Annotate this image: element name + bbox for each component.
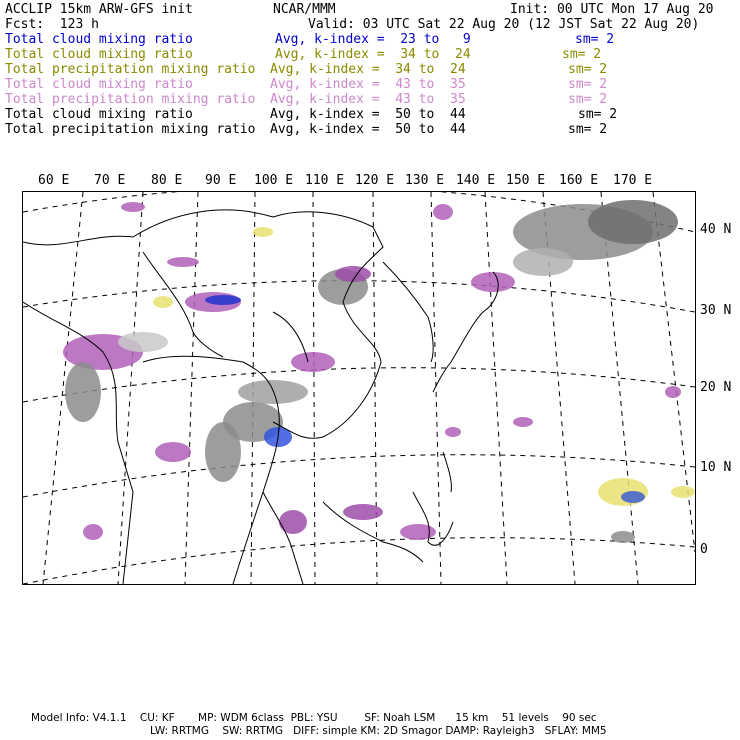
cloud-patch bbox=[153, 296, 173, 308]
cloud-patch bbox=[671, 486, 695, 498]
cloud-patch bbox=[291, 352, 335, 372]
field-name: Total cloud mixing ratio bbox=[5, 47, 193, 62]
field-smoothing: sm= 2 bbox=[575, 32, 615, 47]
latitude-label: 40 N bbox=[700, 222, 732, 237]
field-smoothing: sm= 2 bbox=[568, 62, 608, 77]
longitude-label: 60 E bbox=[38, 173, 70, 188]
field-smoothing: sm= 2 bbox=[568, 77, 608, 92]
cloud-patch bbox=[118, 332, 168, 352]
field-avg: Avg, k-index = 34 to 24 bbox=[275, 47, 471, 62]
model-title: ACCLIP 15km ARW-GFS init bbox=[5, 2, 193, 17]
model-info-line1: Model Info: V4.1.1 CU: KF MP: WDM 6class PBL: YSU SF: Noah LSM 15 km 51 levels 90 sec bbox=[31, 712, 597, 724]
field-avg: Avg, k-index = 43 to 35 bbox=[270, 77, 466, 92]
longitude-label: 150 E bbox=[506, 173, 546, 188]
map-canvas bbox=[23, 192, 695, 584]
cloud-patch bbox=[205, 295, 241, 305]
valid-time: Valid: 03 UTC Sat 22 Aug 20 (12 JST Sat 22 Aug 20) bbox=[308, 17, 700, 32]
cloud-patch bbox=[65, 362, 101, 422]
latitude-label: 20 N bbox=[700, 380, 732, 395]
cloud-patch bbox=[167, 257, 199, 267]
longitude-label: 90 E bbox=[205, 173, 237, 188]
cloud-patch bbox=[238, 380, 308, 404]
cloud-patch bbox=[121, 202, 145, 212]
field-avg: Avg, k-index = 43 to 35 bbox=[270, 92, 466, 107]
field-avg: Avg, k-index = 34 to 24 bbox=[270, 62, 466, 77]
field-name: Total cloud mixing ratio bbox=[5, 77, 193, 92]
latitude-label: 30 N bbox=[700, 303, 732, 318]
cloud-patch bbox=[471, 272, 515, 292]
longitude-label: 160 E bbox=[559, 173, 599, 188]
longitude-label: 120 E bbox=[355, 173, 395, 188]
longitude-label: 170 E bbox=[613, 173, 653, 188]
longitude-label: 110 E bbox=[305, 173, 345, 188]
cloud-patch bbox=[253, 227, 273, 237]
longitude-label: 100 E bbox=[254, 173, 294, 188]
cloud-patch bbox=[598, 478, 648, 506]
map-panel bbox=[22, 191, 696, 585]
cloud-patch bbox=[205, 422, 241, 482]
latitude-label: 0 bbox=[700, 542, 708, 557]
cloud-patch bbox=[155, 442, 191, 462]
cloud-patch bbox=[445, 427, 461, 437]
field-name: Total cloud mixing ratio bbox=[5, 32, 193, 47]
init-time: Init: 00 UTC Mon 17 Aug 20 bbox=[510, 2, 714, 17]
field-name: Total precipitation mixing ratio bbox=[5, 122, 256, 137]
cloud-patch bbox=[343, 504, 383, 520]
cloud-patch bbox=[279, 510, 307, 534]
cloud-patch bbox=[513, 248, 573, 276]
field-smoothing: sm= 2 bbox=[578, 107, 618, 122]
model-info-line2: LW: RRTMG SW: RRTMG DIFF: simple KM: 2D Smagor DAMP: Rayleigh3 SFLAY: MM5 bbox=[150, 725, 607, 737]
cloud-patch bbox=[621, 491, 645, 503]
longitude-label: 80 E bbox=[151, 173, 183, 188]
cloud-patch bbox=[588, 200, 678, 244]
cloud-patch bbox=[433, 204, 453, 220]
cloud-patch bbox=[665, 386, 681, 398]
field-smoothing: sm= 2 bbox=[568, 92, 608, 107]
cloud-patch bbox=[611, 531, 635, 543]
longitude-label: 70 E bbox=[94, 173, 126, 188]
field-avg: Avg, k-index = 50 to 44 bbox=[270, 122, 466, 137]
longitude-label: 140 E bbox=[456, 173, 496, 188]
field-name: Total cloud mixing ratio bbox=[5, 107, 193, 122]
field-smoothing: sm= 2 bbox=[562, 47, 602, 62]
latitude-label: 10 N bbox=[700, 460, 732, 475]
field-name: Total precipitation mixing ratio bbox=[5, 62, 256, 77]
organization: NCAR/MMM bbox=[273, 2, 336, 17]
cloud-patch bbox=[400, 524, 436, 540]
cloud-patch bbox=[83, 524, 103, 540]
longitude-label: 130 E bbox=[405, 173, 445, 188]
cloud-patch bbox=[513, 417, 533, 427]
field-name: Total precipitation mixing ratio bbox=[5, 92, 256, 107]
field-avg: Avg, k-index = 23 to 9 bbox=[275, 32, 471, 47]
field-smoothing: sm= 2 bbox=[568, 122, 608, 137]
forecast-hour: Fcst: 123 h bbox=[5, 17, 99, 32]
field-avg: Avg, k-index = 50 to 44 bbox=[270, 107, 466, 122]
